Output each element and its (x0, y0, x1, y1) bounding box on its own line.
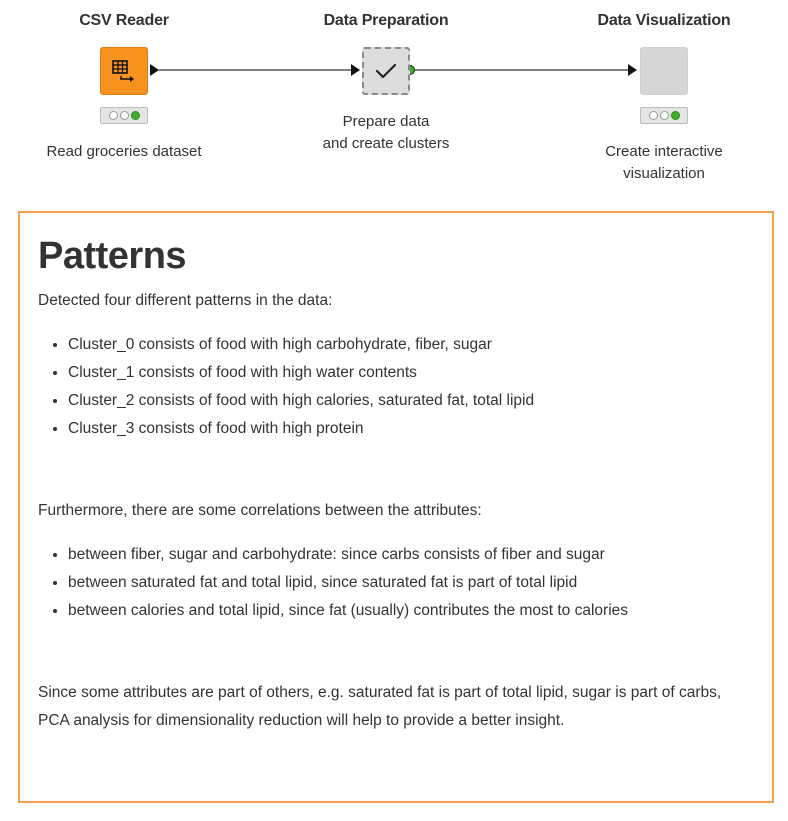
data-visualization-input-port[interactable] (628, 64, 637, 76)
csv-reader-title: CSV Reader (79, 12, 169, 29)
correlation-list (38, 541, 754, 625)
list-item: • between fiber, sugar and carbohydrate: since carbs consists of fiber and sugar (68, 541, 754, 569)
data-preparation-node[interactable] (362, 47, 410, 95)
data-preparation-description: Prepare data and create clusters (322, 113, 450, 152)
csv-reader-output-port[interactable] (150, 64, 159, 76)
status-dot-idle (120, 111, 129, 120)
checkmark-icon (364, 49, 408, 93)
data-preparation-input-port[interactable] (351, 64, 360, 76)
correlations-intro: Furthermore, there are some correlations between the attributes: (38, 502, 482, 519)
status-dot-idle (660, 111, 669, 120)
list-item: • Cluster_2 consists of food with high calories, saturated fat, total lipid (68, 387, 754, 415)
csv-reader-status-light (100, 107, 148, 124)
cluster-list (38, 331, 754, 443)
list-item: • Cluster_0 consists of food with high carbohydrate, fiber, sugar (68, 331, 754, 359)
annotation-heading: Patterns (38, 235, 187, 277)
csv-reader-node[interactable] (100, 47, 148, 95)
list-item: • between saturated fat and total lipid, since saturated fat is part of total lipid (68, 569, 754, 597)
table-arrow-icon (101, 48, 147, 94)
data-visualization-status-light (640, 107, 688, 124)
status-dot-executed (131, 111, 140, 120)
data-preparation-title: Data Preparation (323, 12, 449, 29)
csv-reader-description: Read groceries dataset (46, 143, 202, 160)
data-visualization-node[interactable] (640, 47, 688, 95)
status-dot-idle (649, 111, 658, 120)
workflow-annotation[interactable] (18, 211, 774, 803)
list-item: • Cluster_1 consists of food with high water contents (68, 359, 754, 387)
patterns-intro: Detected four different patterns in the data: (38, 292, 333, 309)
status-dot-idle (109, 111, 118, 120)
data-visualization-title: Data Visualization (597, 12, 731, 29)
conclusion-paragraph: Since some attributes are part of others, e.g. saturated fat is part of total lipid, sugar is part of carbs, PCA analysis for dimensionality reduction will help to provide a better insight. (38, 684, 722, 729)
list-item: • between calories and total lipid, since fat (usually) contributes the most to calories (68, 597, 754, 625)
status-dot-executed (671, 111, 680, 120)
data-visualization-description: Create interactive visualization (605, 143, 723, 182)
list-item: • Cluster_3 consists of food with high protein (68, 415, 754, 443)
